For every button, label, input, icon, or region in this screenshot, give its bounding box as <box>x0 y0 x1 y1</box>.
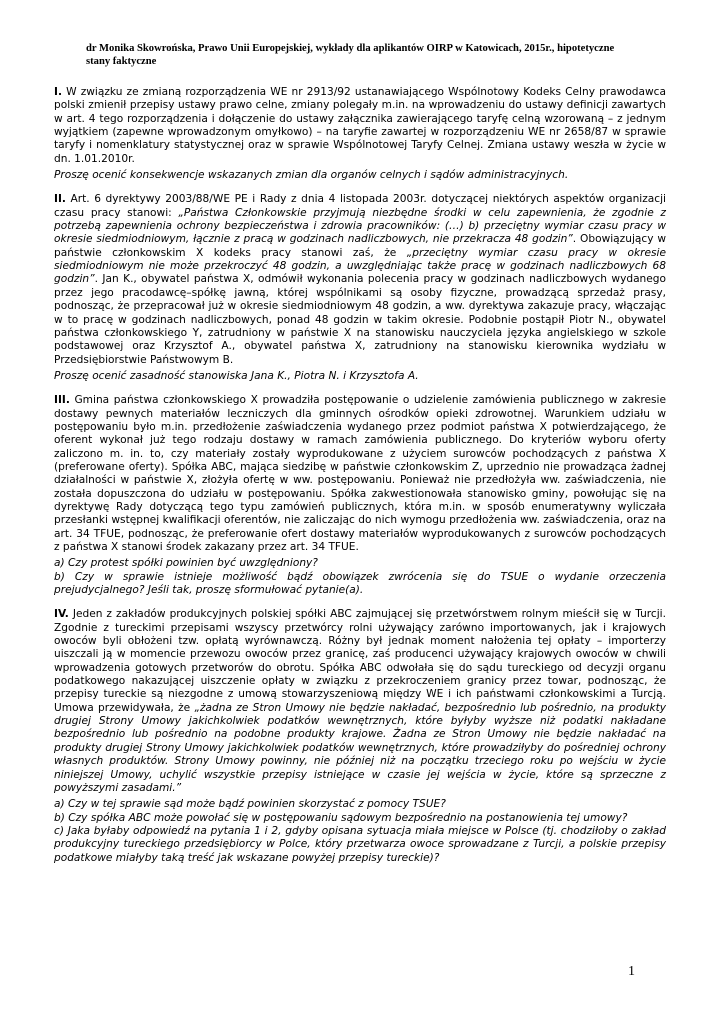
section-2-quote-1: „Państwa Członkowskie przyjmują niezbędne środki w celu zapewnienia, że zgodnie z potrzebą zapewnienia ochrony bezpieczeństwa i zdrowia pracowników: (…) b) przeciętny wymiar czasu pracy w okresie siedmiodniowym, łącznie z pracą w godzinach nadliczbowych, nie przekracza 48 godzin” <box>54 206 666 246</box>
document-header <box>86 42 666 68</box>
section-4-question-b: b) Czy spółka ABC może powołać się w postępowaniu sądowym bezpośrednio na postanowienia tej umowy? <box>54 811 628 824</box>
header-line-2: stany faktyczne <box>86 56 157 67</box>
page-number: 1 <box>628 964 635 979</box>
section-3-question-b: b) Czy w sprawie istnieje możliwość bądź obowiązek zwrócenia się do TSUE o wydanie orzeczenia prejudycjalnego? Jeśli tak, proszę sformułować pytanie(a). <box>54 570 666 597</box>
section-2-question: Proszę ocenić zasadność stanowiska Jana K., Piotra N. i Krzysztofa A. <box>54 369 419 382</box>
section-4-text <box>54 608 666 795</box>
section-1-question: Proszę ocenić konsekwencje wskazanych zmian dla organów celnych i sądów administracyjnych. <box>54 169 569 182</box>
section-1-body: W związku ze zmianą rozporządzenia WE nr 2913/92 ustanawiającego Wspólnotowy Kodeks Celny prawodawca polski zmienił przepisy ustawy prawo celne, zmiany polegały m.in. na wprowadzeniu do ustawy definicji zawartych w art. 4 tego rozporządzenia i dołączenie do ustawy załącznika zawierającego taryfę celną wzorowaną – z jednym wyjątkiem (zapewne wprowadzonym omyłkowo) – na taryfie zawartej w rozporządzeniu WE nr 2658/87 w sprawie taryfy i nomenklatury statystycznej oraz w sprawie Wspólnotowej Taryfy Celnej. Zmiana ustawy weszła w życie w dn. 1.01.2010r. <box>54 86 666 165</box>
section-4-body: Jeden z zakładów produkcyjnych polskiej spółki ABC zajmującej się przetwórstwem rolnym mieścił się w Turcji. Zgodnie z tureckimi przepisami wszyscy przetwórcy rolni używający zarówno importowanych, jak i krajowych owoców byli obłożeni tzw. opłatą wyrównawczą. Różny był jednak moment nałożenia tej opłaty – importerzy uiszczali ją w momencie przewozu owoców przez granicę, zaś producenci używający krajowych owoców w chwili wprowadzenia gotowych przetworów do obrotu. Spółka ABC odwołała się do sądu tureckiego od decyzji organu podatkowego nakazującej uiszczenie opłaty w związku z przekroczeniem granicy przez towar, podnosząc, że przepisy tureckie są niezgodne z umową stowarzyszeniową między WE i ich państwami członkowskimi a Turcją. Umowa przewidywała, że <box>54 608 666 714</box>
section-4-quote: „żadna ze Stron Umowy nie będzie nakładać, bezpośrednio lub pośrednio, na produkty drugiej Strony Umowy jakichkolwiek podatków wewnętrznych, które byłyby wyższe niż podatki nakładane bezpośrednio lub pośrednio na podobne produkty krajowe. Żadna ze Stron Umowy nie będzie nakładać na produkty drugiej Strony Umowy jakichkolwiek podatków wewnętrznych, które prowadziłyby do pośredniej ochrony własnych produktów. Strony Umowy powinny, nie później niż na początku trzeciego roku po wejściu w życie niniejszej Umowy, uchylić wszystkie przepisy istniejące w czasie jej wejścia w życie, które są sprzeczne z powyższymi zasadami.” <box>54 701 666 794</box>
section-2-number: II. <box>54 193 66 206</box>
section-3-body: Gmina państwa członkowskiego X prowadziła postępowanie o udzielenie zamówienia publicznego w zakresie dostawy pewnych materiałów leczniczych dla gminnych ośrodków opieki zdrowotnej. Warunkiem udziału w postępowaniu było m.in. przedłożenie zaświadczenia wydanego przez podmiot państwa X potwierdzającego, że oferent wykonał już tego rodzaju dostawy w ramach zamówienia publicznego. Do kryteriów wyboru oferty zaliczono m. in. to, czy materiały zostały wyprodukowane z użyciem surowców pochodzących z państwa X (preferowane oferty). Spółka ABC, mająca siedzibę w państwie członkowskim Z, uprzednio nie prowadząca żadnej działalności w państwie X, złożyła ofertę w ww. postępowaniu. Ponieważ nie przedłożyła ww. zaświadczenia, nie została dopuszczona do udziału w postępowaniu. Spółka zakwestionowała stanowisko gminy, powołując się na dyrektywę Rady dotyczącą tego typu zamówień publicznych, która m.in. w sposób enumeratywny wyliczała przesłanki wstępnej kwalifikacji oferentów, nie zaliczając do nich wymogu przedłożenia ww. zaświadczenia, oraz na art. 34 TFUE, podnosząc, że preferowanie ofert dostawy materiałów wyprodukowanych z surowców pochodzących z państwa X stanowi środek zakazany przez art. 34 TFUE. <box>54 394 666 553</box>
section-2-body-1: Art. 6 dyrektywy 2003/88/WE PE i Rady z dnia 4 listopada 2003r. dotyczącej niektórych aspektów organizacji czasu pracy stanowi: <box>54 193 666 219</box>
section-2-body-2: . Obowiązujący w państwie członkowskim X kodeks pracy stanowi zaś, że <box>54 233 666 259</box>
section-2-body-3: . Jan K., obywatel państwa X, odmówił wykonania polecenia pracy w godzinach nadliczbowych wydanego przez jego pracodawcę–spółkę jawną, której wspólnikami są osoby fizyczne, prowadzącą sprzedaż prasy, podnosząc, że przepracował już w okresie siedmiodniowym 48 godzin, a ww. dyrektywa zakazuje pracy, włączając w to pracę w godzinach nadliczbowych, ponad 48 godzin w takim okresie. Podobnie postąpił Piotr N., obywatel państwa członkowskiego Y, zatrudniony w państwie X na stanowisku nauczyciela języka angielskiego w szkole podstawowej oraz Krzysztof A., obywatel państwa X, zatrudniony na stanowisku kierownika wydziału w Przedsiębiorstwie Państwowym B. <box>54 273 666 366</box>
section-3-number: III. <box>54 394 70 407</box>
section-4-question-a: a) Czy w tej sprawie sąd może bądź powinien skorzystać z pomocy TSUE? <box>54 798 446 811</box>
section-4-question-c: c) Jaka byłaby odpowiedź na pytania 1 i 2, gdyby opisana sytuacja miała miejsce w Polsce (tj. chodziłoby o zakład produkcyjny tureckiego przedsiębiorcy w Polce, który przetwarza owoce sprowadzane z Turcji, a polskie przepisy podatkowe miałyby taką treść jak wskazane powyżej przepisy tureckie)? <box>54 824 666 864</box>
section-2-text <box>54 193 666 366</box>
header-line-1: dr Monika Skowrońska, Prawo Unii Europejskiej, wykłady dla aplikantów OIRP w Katowicach, 2015r., hipotetyczne <box>86 43 615 54</box>
section-4-number: IV. <box>54 608 69 621</box>
document-body <box>54 86 666 865</box>
section-1-number: I. <box>54 86 62 98</box>
section-3-question-a: a) Czy protest spółki powinien być uwzględniony? <box>54 557 318 570</box>
section-1-text <box>54 86 666 166</box>
section-3-text <box>54 394 666 554</box>
section-2-quote-2: „przeciętny wymiar czasu pracy w okresie siedmiodniowym nie może przekroczyć 48 godzin, a uwzględniając także pracę w godzinach nadliczbowych 68 godzin” <box>54 246 666 286</box>
